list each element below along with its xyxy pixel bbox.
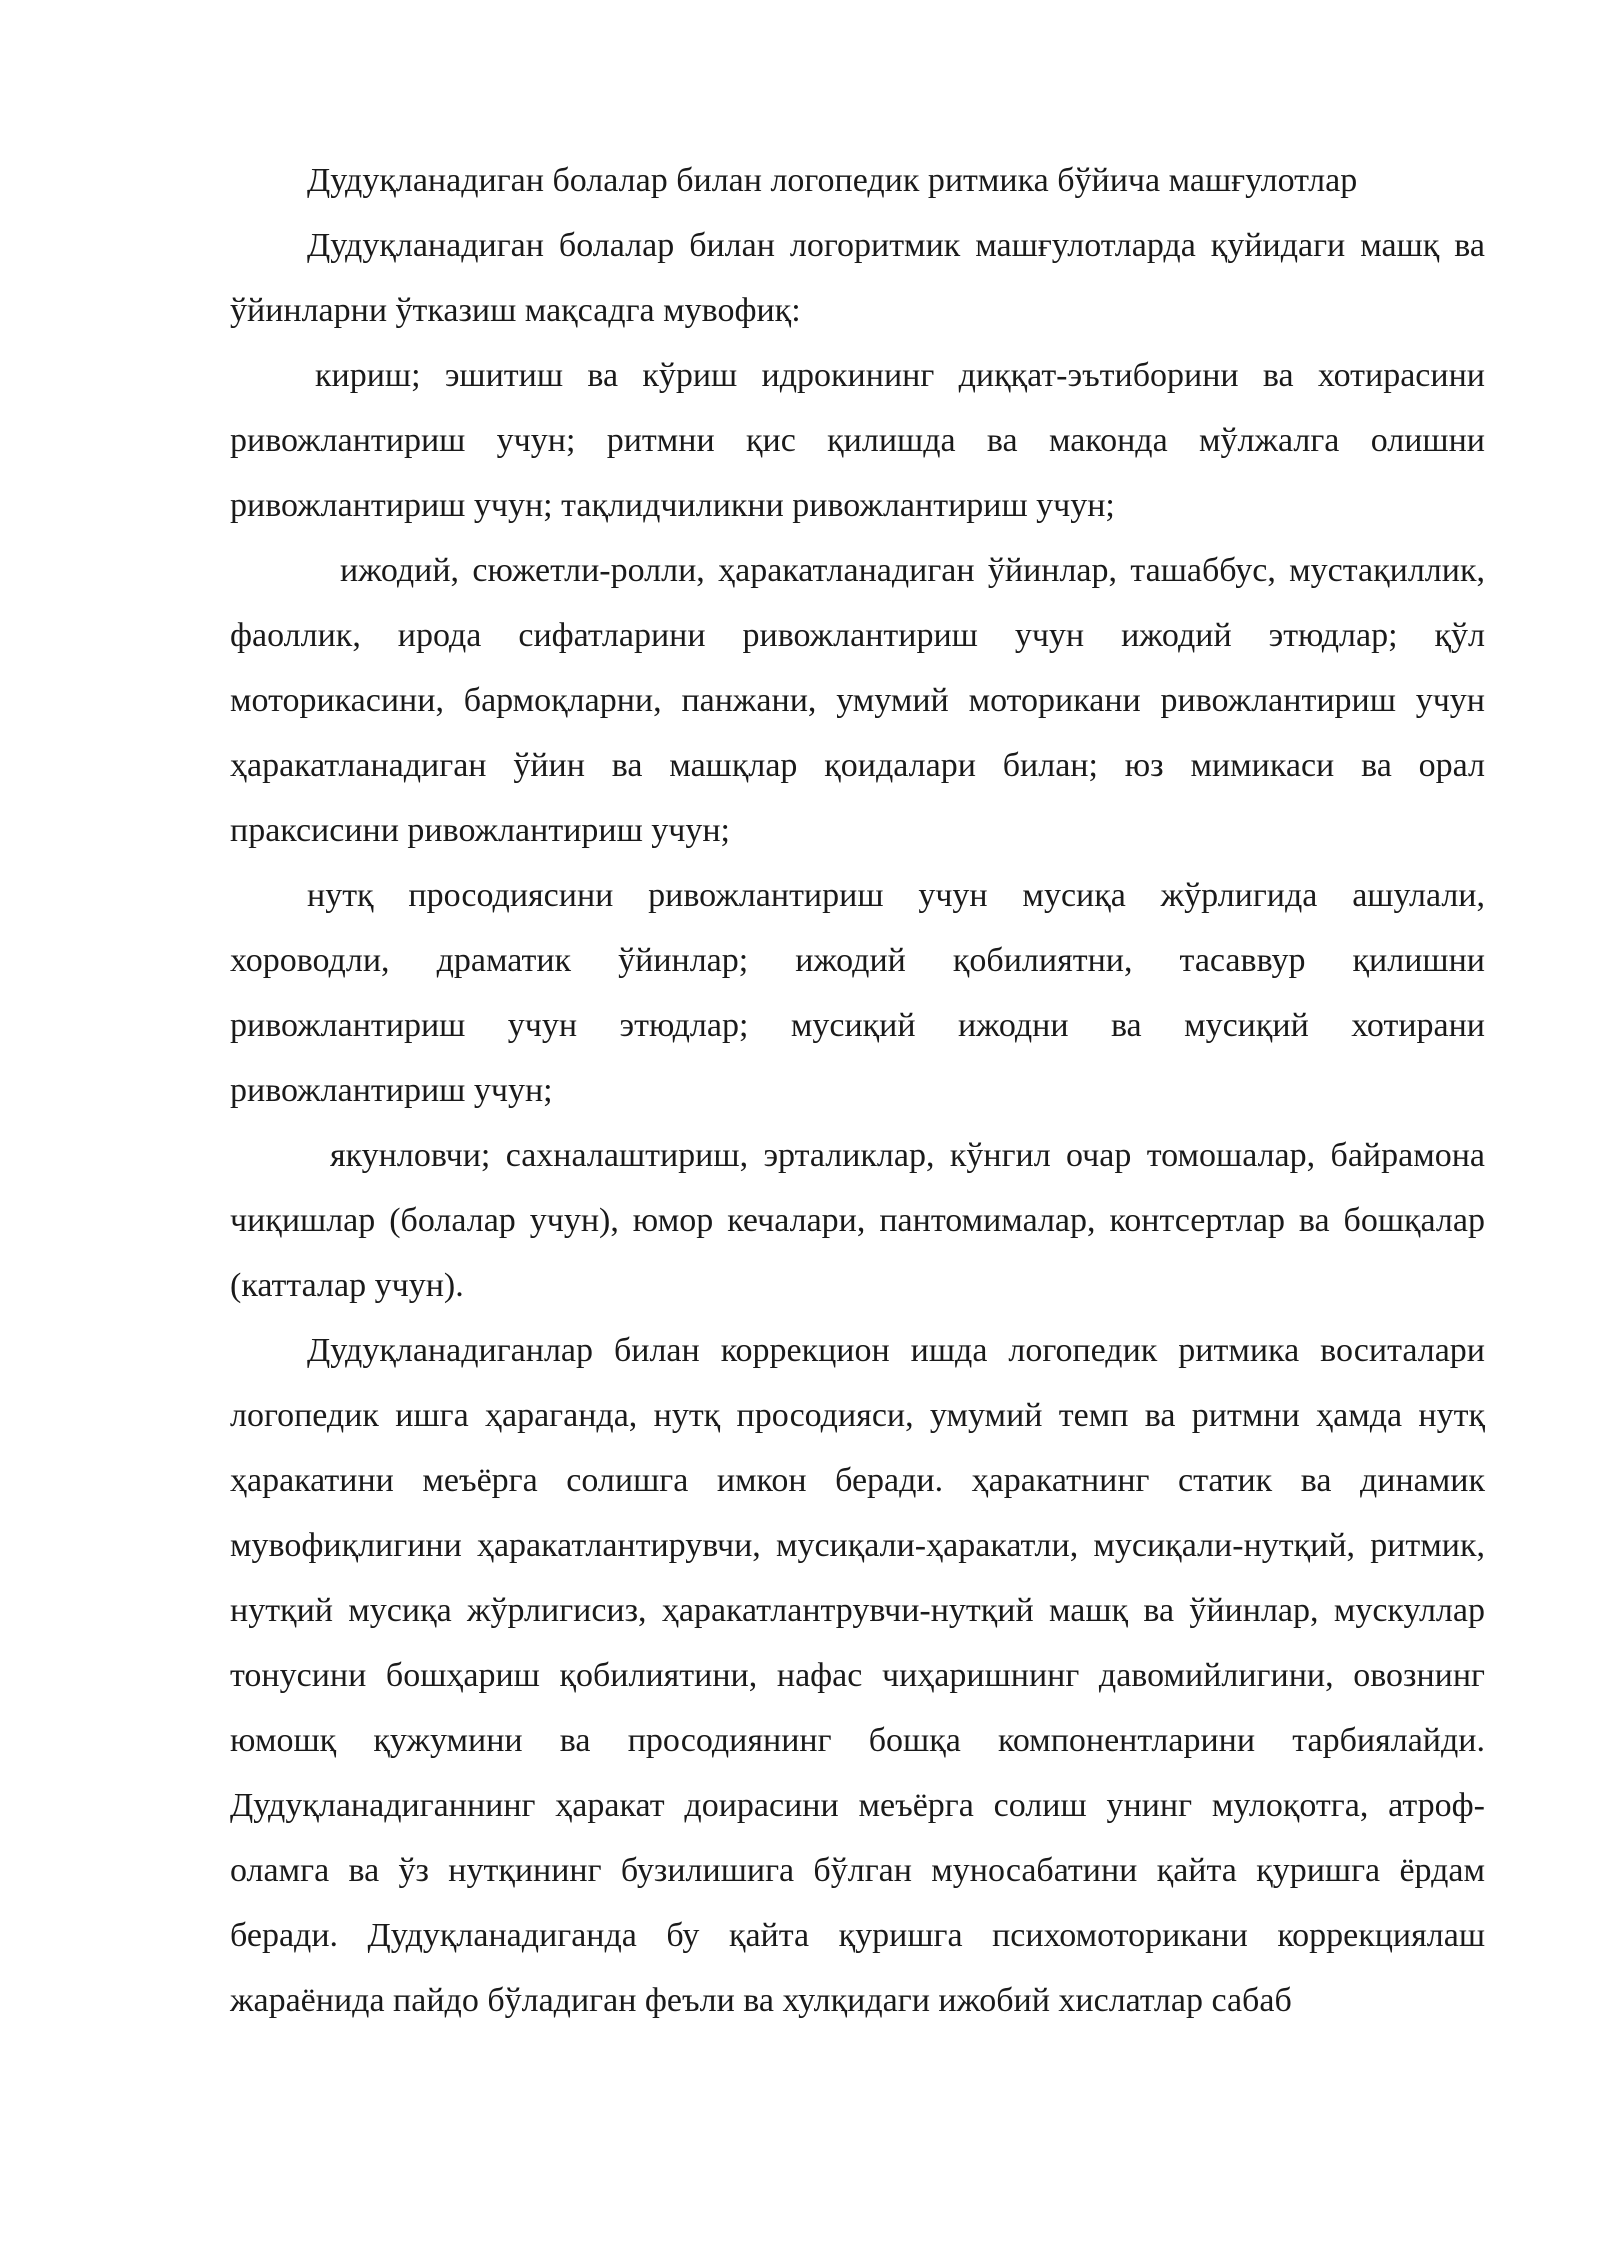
document-body bbox=[230, 148, 1485, 2033]
paragraph-intro: Дудуқланадиган болалар билан логоритмик машғулотларда қуйидаги машқ ва ўйинларни ўтказиш мақсадга мувофиқ: bbox=[230, 227, 1485, 329]
document-title: Дудуқланадиган болалар билан логопедик ритмика бўйича машғулотлар bbox=[307, 162, 1358, 199]
paragraph-prosody-exercises: нутқ просодиясини ривожлантириш учун мусиқа жўрлигида ашулали, хороводли, драматик ўйинлар; ижодий қобилиятни, тасаввур қилишни ривожлантириш учун этюдлар; мусиқий ижодни ва мусиқий хотирани ривожлантириш учун; bbox=[230, 877, 1485, 1109]
paragraph-creative-exercises: ижодий, сюжетли-ролли, ҳаракатланадиган ўйинлар, ташаббус, мустақиллик, фаоллик, ирода сифатларини ривожлантириш учун ижодий этюдлар; қўл моторикасини, бармоқларни, панжани, умумий моторикани ривожлантириш учун ҳаракатланадиган ўйин ва машқлар қоидалари билан; юз мимикаси ва орал праксисини ривожлантириш учун; bbox=[230, 552, 1485, 849]
paragraph-correction-work: Дудуқланадиганлар билан коррекцион ишда логопедик ритмика воситалари логопедик ишга ҳараганда, нутқ просодияси, умумий темп ва ритмни ҳамда нутқ ҳаракатини меъёрга солишга имкон беради. ҳаракатнинг статик ва динамик мувофиқлигини ҳаракатлантирувчи, мусиқали-ҳаракатли, мусиқали-нутқий, ритмик, нутқий мусиқа жўрлигисиз, ҳаракатлантрувчи-нутқий машқ ва ўйинлар, мускуллар тонусини бошҳариш қобилиятини, нафас чиҳаришнинг давомийлигини, овознинг юмошқ қужумини ва просодиянинг бошқа компонентларини тарбиялайди. Дудуқланадиганнинг ҳаракат доирасини меъёрга солиш унинг мулоқотга, атроф-оламга ва ўз нутқининг бузилишига бўлган муносабатини қайта қуришга ёрдам беради. Дудуқланадиганда бу қайта қуришга психомоторикани коррекциялаш жараёнида пайдо бўладиган феъли ва хулқидаги ижобий хислатлар сабаб bbox=[230, 1332, 1485, 2019]
paragraph-final-exercises: якунловчи; сахналаштириш, эрталиклар, кўнгил очар томошалар, байрамона чиқишлар (болалар учун), юмор кечалари, пантомималар, контсертлар ва бошқалар (катталар учун). bbox=[230, 1137, 1485, 1304]
paragraph-introductory-exercises: кириш; эшитиш ва кўриш идрокининг диққат-эътиборини ва хотирасини ривожлантириш учун; ритмни қис қилишда ва маконда мўлжалга олишни ривожлантириш учун; тақлидчиликни ривожлантириш учун; bbox=[230, 357, 1485, 524]
